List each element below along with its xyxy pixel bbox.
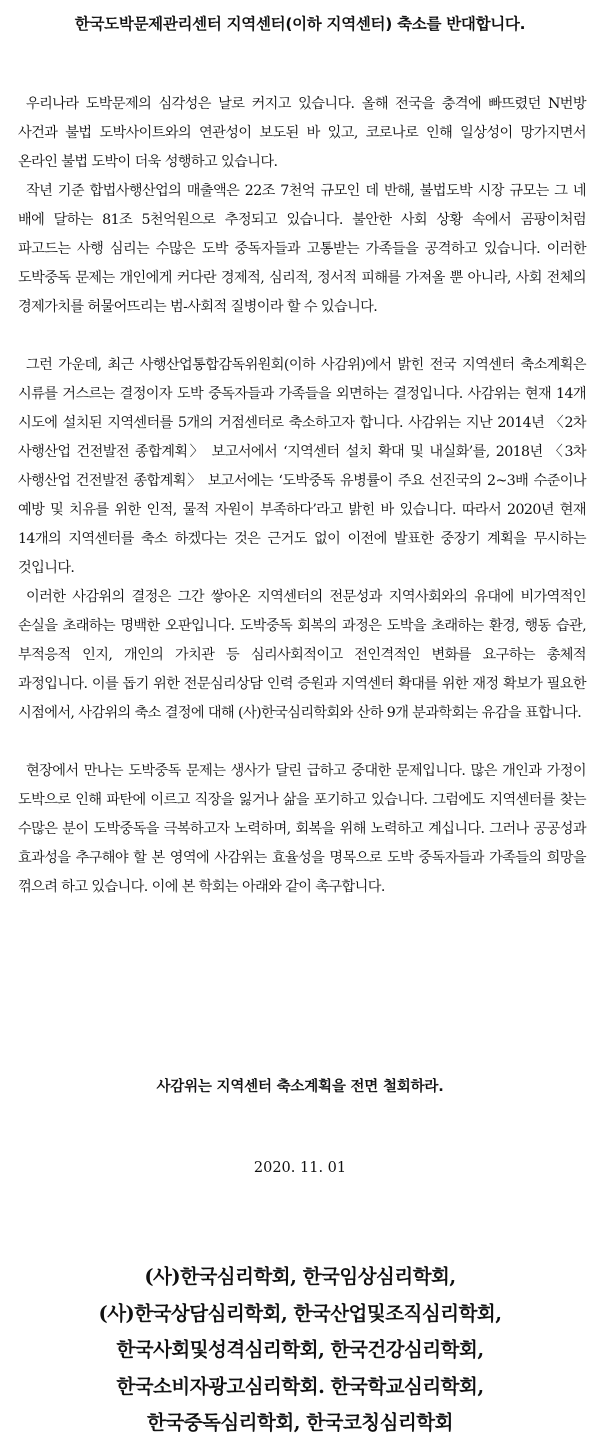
signatory-line: (사)한국심리학회, 한국임상심리학회, (144, 1265, 456, 1288)
statement-date: 2020. 11. 01 (253, 1160, 347, 1176)
signatory-line: 한국사회및성격심리학회, 한국건강심리학회, (116, 1338, 484, 1361)
paragraph-severity: 우리나라 도박문제의 심각성은 날로 커지고 있습니다. 올해 전국을 충격에 빠뜨렸던 N번방 사건과 불법 도박사이트와의 연관성이 보도된 바 있고, 코로나로 인해 일상성이 망가지면서 온라인 불법 도박이 더욱 성행하고 있습니다. (18, 96, 586, 170)
statement-title: 한국도박문제관리센터 지역센터(이하 지역센터) 축소를 반대합니다. (74, 15, 526, 33)
statement-body (18, 90, 586, 902)
signatory-line: 한국소비자광고심리학회. 한국학교심리학회, (116, 1374, 484, 1398)
demand-statement: 사감위는 지역센터 축소계획을 전면 철회하라. (156, 1079, 444, 1095)
paragraph-gap (18, 728, 586, 757)
paragraph-gap (18, 322, 586, 351)
paragraph-field-reality: 현장에서 만나는 도박중독 문제는 생사가 달린 급하고 중대한 문제입니다. 많은 개인과 가정이 도박으로 인해 파탄에 이르고 직장을 잃거나 삶을 포기하고 있습니다. 그럼에도 지역센터를 찾는 수많은 분이 도박중독을 극복하고자 노력하며, 회복을 위해 노력하고 계십니다. 그러나 공공성과 효과성을 추구해야 할 본 영역에 사감위는 효율성을 명목으로 도박 중독자들과 가족들의 희망을 꺾으려 하고 있습니다. 이에 본 학회는 아래와 같이 촉구합니다. (18, 763, 586, 895)
signatory-line: (사)한국상담심리학회, 한국산업및조직심리학회, (98, 1301, 502, 1325)
signatory-organizations (0, 1259, 600, 1442)
paragraph-market-size: 작년 기준 합법사행산업의 매출액은 22조 7천억 규모인 데 반해, 불법도박 시장 규모는 그 네 배에 달하는 81조 5천억원으로 추정되고 있습니다. 불안한 사회 상황 속에서 곰팡이처럼 파고드는 사행 심리는 수많은 도박 중독자들과 고통받는 가족들을 공격하고 있습니다. 이러한 도박중독 문제는 개인에게 커다란 경제적, 심리적, 정서적 피해를 가져올 뿐 아니라, 사회 전체의 경제가치를 허물어뜨리는 범-사회적 질병이라 할 수 있습니다. (18, 183, 586, 315)
paragraph-reduction-plan: 그런 가운데, 최근 사행산업통합감독위원회(이하 사감위)에서 밝힌 전국 지역센터 축소계획은 시류를 거스르는 결정이자 도박 중독자들과 가족들을 외면하는 결정입니다. 사감위는 현재 14개 시도에 설치된 지역센터를 5개의 거점센터로 축소하고자 합니다. 사감위는 지난 2014년 〈2차 사행산업 건전발전 종합계획〉 보고서에서 ‘지역센터 설치 확대 및 내실화’를, 2018년 〈3차 사행산업 건전발전 종합계획〉 보고서에는 ‘도박중독 유병률이 주요 선진국의 2~3배 수준이나 예방 및 치유를 위한 인적, 물적 자원이 부족하다’라고 밝힌 바 있습니다. 따라서 2020년 현재 14개의 지역센터를 축소 하겠다는 것은 근거도 없이 이전에 발표한 중장기 계획을 무시하는 것입니다. (18, 357, 586, 576)
signatory-line: 한국중독심리학회, 한국코칭심리학회 (147, 1411, 453, 1434)
paragraph-misjudgment: 이러한 사감위의 결정은 그간 쌓아온 지역센터의 전문성과 지역사회와의 유대에 비가역적인 손실을 초래하는 명백한 오판입니다. 도박중독 회복의 과정은 도박을 초래하는 환경, 행동 습관, 부적응적 인지, 개인의 가치관 등 심리사회적이고 전인격적인 변화를 요구하는 총체적 과정입니다. 이를 돕기 위한 전문심리상담 인력 증원과 지역센터 확대를 위한 재정 확보가 필요한 시점에서, 사감위의 축소 결정에 대해 (사)한국심리학회와 산하 9개 분과학회는 유감을 표합니다. (18, 589, 586, 721)
